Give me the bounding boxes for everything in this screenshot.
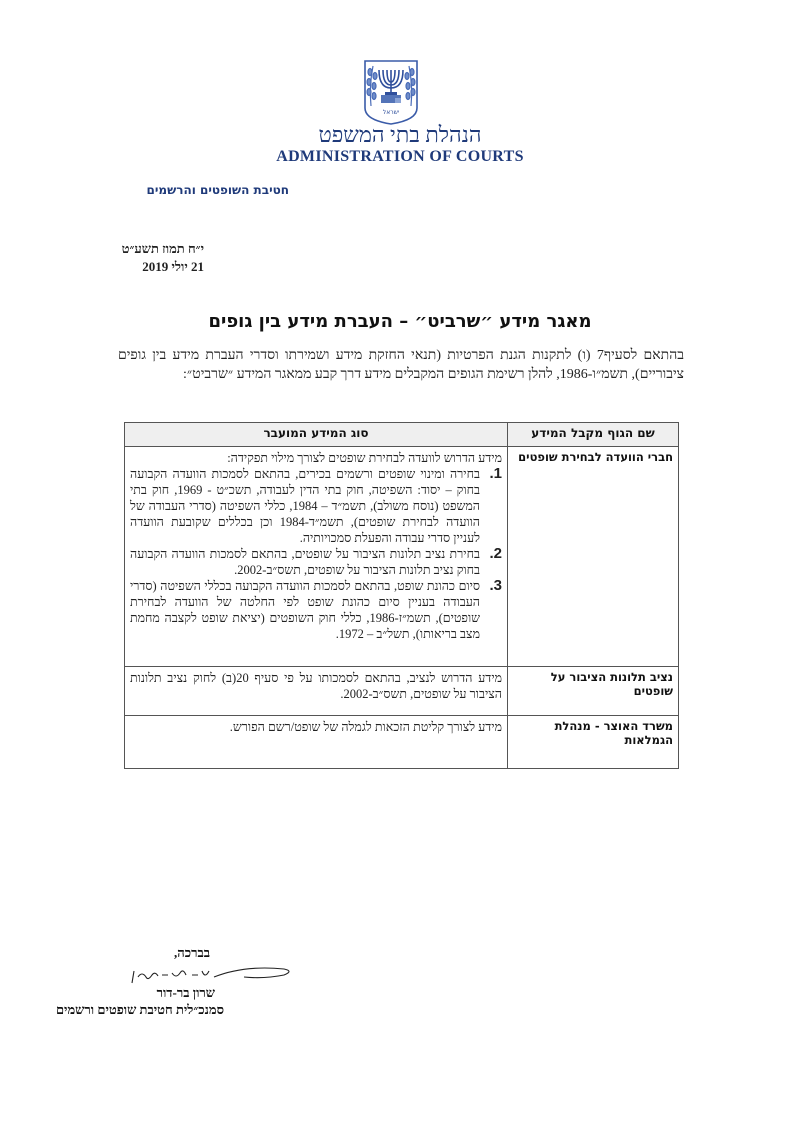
table-header-row bbox=[125, 423, 679, 447]
table-row bbox=[125, 667, 679, 716]
handwritten-signature-icon bbox=[128, 963, 298, 987]
recipient-body-cell: נציב תלונות הציבור על שופטים bbox=[508, 667, 679, 716]
information-type-cell: מידע לצורך קליטת הזכאות לגמלה של שופט/רשם הפורש. bbox=[125, 716, 508, 769]
recipient-body-cell: משרד האוצר - מנהלת הגמלאות bbox=[508, 716, 679, 769]
document-title: מאגר מידע ״שרביט״ – העברת מידע בין גופים bbox=[208, 311, 592, 332]
recipients-table bbox=[124, 422, 679, 769]
column-header-recipient-body: שם הגוף מקבל המידע bbox=[508, 423, 679, 447]
table-row bbox=[125, 447, 679, 667]
item-text: בחירה ומינוי שופטים ורשמים בכירים, בהתאם לסמכות הוועדה הקבועה בחוק – יסוד: השפיטה, חוק בתי הדין לעבודה, תשכ״ט - 1969, חוק בתי המשפט (נוסח משולב), תשמ״ד – 1984, כללי השפיטה (סדרי העבודה של הוועדה לבחירת שופטים), תשמ״ד-1984 וכן בכללים שקובעת הוועדה לעניין סדרי עבודה והפעלת סמכויותיה. bbox=[130, 467, 480, 545]
date-hebrew: י״ח תמוז תשע״ט bbox=[121, 241, 204, 256]
svg-text:ישראל: ישראל bbox=[382, 109, 400, 116]
intro-paragraph: בהתאם לסעיף7 (ו) לתקנות הגנת הפרטיות (תנאי החזקת מידע ושמירתו וסדרי העברת מידע בין גופים ציבוריים), תשמ״ו-1986, להלן רשימת הגופים המקבלים מידע דרך קבע ממאגר המידע ״שרביט״: bbox=[118, 348, 684, 382]
item-number: 3. bbox=[489, 577, 502, 594]
information-type-cell bbox=[125, 447, 508, 667]
organization-name-hebrew: הנהלת בתי המשפט bbox=[318, 122, 482, 147]
information-items-list bbox=[130, 466, 502, 642]
signer-role: סמנכ״לית חטיבת שופטים ורשמים bbox=[55, 1002, 224, 1017]
division-name: חטיבת השופטים והרשמים bbox=[146, 183, 289, 197]
list-item bbox=[130, 466, 502, 546]
item-text: סיום כהונת שופט, בהתאם לסמכות הוועדה הקבועה בכללי השפיטה (סדרי העבודה בעניין סיום כהונת שופט לפי החלטה של הוועדה לבחירת שופטים), תשמ״ז-1986, כללי חוק השופטים (יציאת שופט לקצבה מחמת מצב בריאותו), תשל״ב – 1972. bbox=[130, 579, 480, 641]
date-gregorian: 21 יולי 2019 bbox=[142, 259, 204, 274]
signature bbox=[128, 963, 298, 987]
list-item bbox=[130, 578, 502, 642]
signer-name: שרון בר-דור bbox=[156, 985, 215, 1000]
state-emblem-logo bbox=[361, 58, 421, 126]
closing-greeting: בברכה, bbox=[174, 945, 210, 960]
table-row bbox=[125, 716, 679, 769]
list-item bbox=[130, 546, 502, 578]
recipient-body-cell: חברי הוועדה לבחירת שופטים bbox=[508, 447, 679, 667]
column-header-information-type: סוג המידע המועבר bbox=[125, 423, 508, 447]
item-number: 2. bbox=[489, 545, 502, 562]
information-type-cell: מידע הדרוש לנציב, בהתאם לסמכותו על פי סעיף 20(ב) לחוק נציב תלונות הציבור על שופטים, תשס״ב-2002. bbox=[125, 667, 508, 716]
organization-name-english: ADMINISTRATION OF COURTS bbox=[276, 148, 524, 165]
information-lead-text: מידע הדרוש לוועדה לבחירת שופטים לצורך מילוי תפקידה: bbox=[227, 451, 502, 465]
item-number: 1. bbox=[489, 465, 502, 482]
state-of-israel-emblem-icon bbox=[361, 58, 421, 126]
item-text: בחירת נציב תלונות הציבור על שופטים, בהתאם לסמכות הוועדה הקבועה בחוק נציב תלונות הציבור על שופטים, תשס״ב-2002. bbox=[130, 547, 480, 577]
